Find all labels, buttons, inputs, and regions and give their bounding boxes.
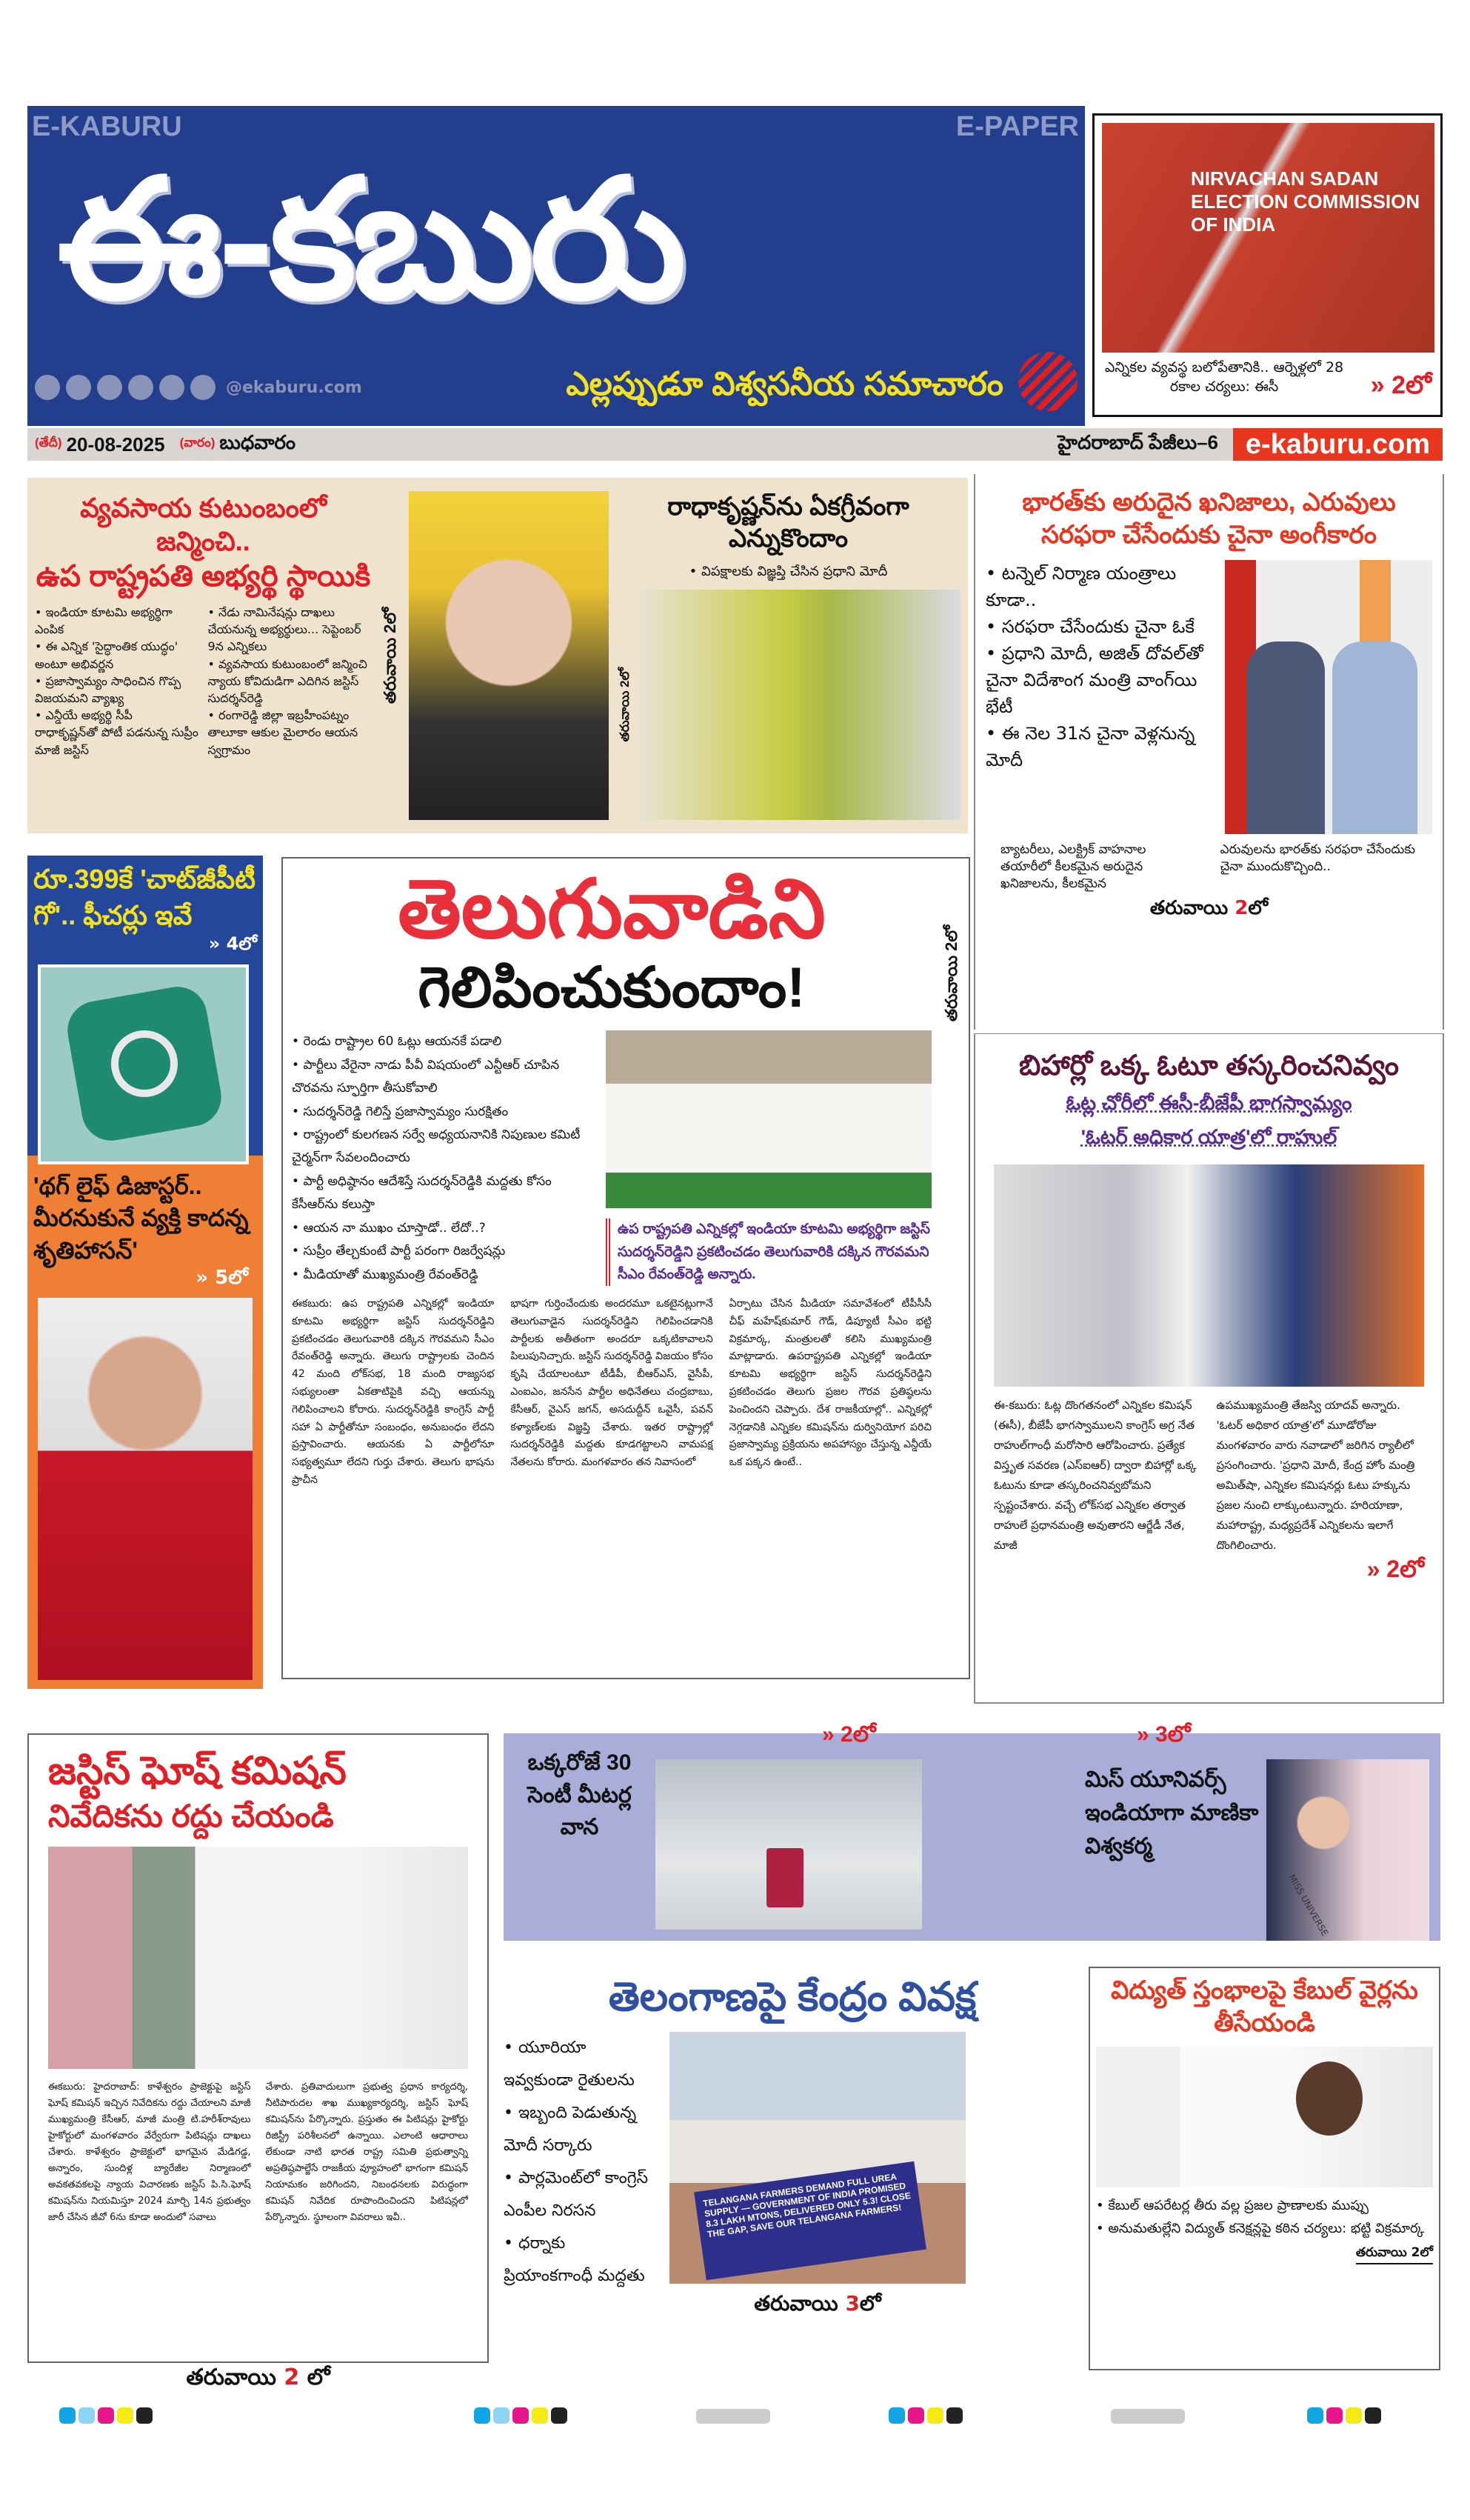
rain-teaser[interactable]: ఒక్కరోజే 30 సెంటీ మీటర్ల వాన xyxy=(527,1750,632,1839)
telangana-story xyxy=(504,1963,1081,2378)
bullet: • ప్రధాని మోదీ, అజిత్ దోవల్‌తో చైనా విదేశాంగ మంత్రి వాంగ్‌యి భేటీ xyxy=(986,640,1215,720)
bullet: • ధర్నాకు ప్రియాంకగాంధీ మద్దతు xyxy=(504,2227,659,2293)
bihar-body-b: ఉపముఖ్యమంత్రి తేజస్వి యాదవ్ అన్నారు. 'ఓటర్ అధికార యాత్ర'లో మూడోరోజు మంగళవారం వారు నవాడాలో జరిగిన ర్యాలీలో ప్రసంగించారు. 'ప్రధాని మోదీ, కేంద్ర హోం మంత్రి అమిత్‌షా, ఎన్నికల కమిషనర్లు ఓటు హక్కును ప్రజల నుంచి లాక్కుంటున్నారు. హరియాణా, మహారాష్ట్ర, మధ్యప్రదేశ్ ఎన్నికలను ఇలాగే దొంగిలించారు. xyxy=(1216,1398,1415,1552)
masthead-right-label: E-PAPER xyxy=(955,111,1079,142)
china-continued[interactable]: తరువాయి 2లో xyxy=(1149,897,1269,920)
parliament-protest-photo xyxy=(669,2032,966,2284)
flood-photo xyxy=(655,1759,922,1930)
china-body-b: ఎరువులను భారత్‌కు సరఫరా చేసేందుకు చైనా ముందుకొచ్చింది.. xyxy=(1220,842,1416,875)
bullet: • పార్టీ అధిష్ఠానం ఆదేశిస్తే సుదర్శన్‌రెడ్డికి మద్దతు కోసం కేసీఆర్‌ను కలుస్తా xyxy=(292,1170,595,1217)
china-bullets xyxy=(986,560,1215,834)
tagline: ఎల్లప్పుడూ విశ్వసనీయ సమాచారం xyxy=(566,366,1003,403)
ghosh-continued[interactable]: తరువాయి 2 లో xyxy=(186,2364,330,2390)
registration-marks xyxy=(1307,2407,1381,2424)
bullet: • కేబుల్ ఆపరేటర్ల తీరు వల్ల ప్రజల ప్రాణాలకు ముప్పు xyxy=(1096,2195,1433,2218)
bihar-headline: బిహార్లో ఒక్క ఓటూ తస్కరించనివ్వం xyxy=(1018,1050,1400,1081)
teaser-band xyxy=(504,1722,1440,1941)
lead-body xyxy=(292,1296,932,1490)
whatsapp-icon[interactable] xyxy=(35,375,60,400)
miss-page-link[interactable]: » 3లో xyxy=(1137,1722,1191,1747)
lead-headline-1: తెలుగువాడిని xyxy=(398,864,826,955)
vp-story-block xyxy=(27,478,968,833)
sash-text: MISS UNIVERSE xyxy=(1286,1872,1331,1939)
vp-bullets-a xyxy=(35,604,199,759)
bullet: • సుప్రీం తేల్చకుంటే పార్టీ పరంగా రిజర్వేషన్లు xyxy=(292,1240,595,1263)
radha-bullet xyxy=(616,561,960,582)
issue-date: 20-08-2025 xyxy=(66,433,165,456)
body-column: భాషగా గుర్తించేందుకు అందరమూ ఒకటైనట్లుగానే తెలుగువాడైన సుదర్శన్‌రెడ్డిని గెలిపించడానికి పార్టీలకు అతీతంగా అందరూ ఒక్కటికావాలని పిలుపునిచ్చారు. జస్టిస్ సుదర్శన్‌రెడ్డి విజయం కోసం కృషి చేయాలంటూ టీడీపీ, బీఆర్ఎస్, వైసీపీ, ఎంఐఎం, జనసేన పార్టీల అధినేతలు చంద్రబాబు, కేసీఆర్, వైఎస్ జగన్, అసదుద్దీన్ ఒవైసీ, పవన్ కళ్యాణ్‌లకు విజ్ఞప్తి చేశారు. ఇతర రాష్ట్రాల్లో సుదర్శన్‌రెడ్డికి మద్దతు కూడగట్టాలని వామపక్ష నేతలను కోరారు. మంగళవారం తన నివాసంలో xyxy=(510,1298,713,1469)
ghosh-headline-2: నివేదికను రద్దు చేయండి xyxy=(48,1799,334,1834)
vp-headline-2: ఉప రాష్ట్రపతి అభ్యర్థి స్థాయికి xyxy=(36,560,371,593)
cable-headline: విద్యుత్ స్తంభాలపై కేబుల్ వైర్లను తీసేయండి xyxy=(1111,1976,1418,2038)
gray-mark xyxy=(696,2409,770,2424)
date-bar xyxy=(27,428,1443,461)
ghosh-wrapper xyxy=(27,1733,489,2396)
body-column: ఈకబురు: ఉప రాష్ట్రపతి ఎన్నికల్లో ఇండియా కూటమి అభ్యర్థిగా జస్టిస్ సుదర్శన్‌రెడ్డిని ప్రకటించడం తెలుగువారికి దక్కిన గౌరవమని సీఎం రేవంత్‌రెడ్డి అన్నారు. తెలుగు రాష్ట్రాలకు చెందిన 42 మంది లోక్‌సభ, 18 మంది రాజ్యసభ సభ్యులంతా ఏకతాటిపైకి వచ్చి ఆయన్ను గెలిపించాలని కోరారు. సుదర్శన్‌రెడ్డికి కాంగ్రెస్ పార్టీ సహా ఏ పార్టీతోనూ సంబంధం, అనుబంధం లేదని ప్రస్తావించారు. ఆయనకు ఏ పార్టీలోనూ సభ్యత్వమూ లేదని గుర్తు చేశారు. తెలుగు భాషను ప్రాచీన xyxy=(292,1298,495,1486)
lead-continued[interactable]: తరువాయి 2లో xyxy=(942,925,960,1022)
bhatti-vikramarka-photo xyxy=(1096,2047,1433,2187)
date-label: (తేదీ) xyxy=(35,436,62,450)
ghosh-body-b: చేశారు. ప్రతివాదులుగా ప్రభుత్వ ప్రధాన కార్యదర్శి, నీటిపారుదల శాఖ ముఖ్యకార్యదర్శి, జస్టిస్ ఘోష్ కమిషన్‌ను పేర్కొన్నారు. ప్రస్తుతం ఈ పిటిషన్లు హైకోర్టు రిజిస్ట్రీ పరిశీలనలో ఉన్నాయి. ఎలాంటి ఆధారాలు లేకుండా నాటి భారత రాష్ట్ర సమితి ప్రభుత్వాన్ని అప్రతిష్ఠపాల్జేసే రాజకీయ వ్యూహంలో భాగంగా కమిషన్ నియామకం జరిగిందని, నిబంధనలకు విరుద్ధంగా కమిషన్ నివేదిక రూపొందించిందని పిటిషన్లలో పేర్కొన్నారు. స్థూలంగా వివరాలు ఇవీ.. xyxy=(265,2081,468,2224)
bihar-subhead-2: 'ఓటర్ అధికార యాత్ర'లో రాహుల్ xyxy=(1080,1125,1337,1148)
vp-headline-1: వ్యవసాయ కుటుంబంలో జన్మించి.. xyxy=(80,493,327,556)
bullet: • పార్టీలు వేరైనా నాడు పీవీ విషయంలో ఎన్టీఆర్ చూపిన చొరవను స్ఫూర్తిగా తీసుకోవాలి xyxy=(292,1054,595,1101)
lead-headline-2: గెలిపించుకుందాం! xyxy=(418,956,806,1019)
vp-bullets-b xyxy=(208,604,372,759)
bullet: • వ్యవసాయ కుటుంబంలో జన్మించి న్యాయ కోవిదుడిగా ఎదిగిన జస్టిస్ సుదర్శన్‌రెడ్డి xyxy=(208,656,372,707)
shruti-haasan-photo xyxy=(38,1298,253,1680)
protest-banner: TELANGANA FARMERS DEMAND FULL UREA SUPPLY — GOVERNMENT OF INDIA PROMISED 8.3 LAKH MTONS, DELIVERED ONLY 5.3! CLOSE THE GAP, SAVE OUR TELANGANA FARMERS! xyxy=(694,2161,926,2281)
lead-pull-quote: ఉప రాష్ట్రపతి ఎన్నికల్లో ఇండియా కూటమి అభ్యర్థిగా జస్టిస్ సుదర్శన్‌రెడ్డిని ప్రకటించడం తెలుగువారికి దక్కిన గౌరవమని సీఎం రేవంత్‌రెడ్డి అన్నారు. xyxy=(606,1219,932,1286)
cable-bullets xyxy=(1096,2195,1433,2240)
masthead-logo: ఈ-కబురు xyxy=(57,146,682,333)
registration-marks xyxy=(59,2407,153,2424)
china-headline: భారత్‌కు అరుదైన ఖనిజాలు, ఎరువులు సరఫరా చేసేందుకు చైనా అంగీకారం xyxy=(1022,488,1396,550)
cable-continued[interactable]: తరువాయి 2లో xyxy=(1356,2245,1433,2264)
bullet: • రెండు రాష్ట్రాల 60 ఓట్లు ఆయనకే పడాలి xyxy=(292,1030,595,1053)
china-story xyxy=(974,474,1444,1030)
vp-continued[interactable]: తరువాయి 2లో xyxy=(381,607,399,704)
instagram-icon[interactable] xyxy=(159,375,184,400)
social-handle[interactable]: @ekaburu.com xyxy=(226,378,362,397)
bihar-page-link[interactable]: » 2లో xyxy=(1366,1555,1424,1582)
radha-story xyxy=(616,491,960,820)
chatgpt-logo-image xyxy=(38,964,249,1164)
gray-mark xyxy=(1111,2409,1185,2424)
promo1-page-link[interactable]: » 4లో xyxy=(208,933,257,955)
youtube-icon[interactable] xyxy=(128,375,153,400)
wang-modi-photo xyxy=(1225,560,1432,834)
bullet: • టన్నెల్ నిర్మాణ యంత్రాలు కూడా.. xyxy=(986,560,1215,613)
election-commission-photo: NIRVACHAN SADAN ELECTION COMMISSION OF INDIA xyxy=(1102,123,1434,353)
telangana-bullets xyxy=(504,2032,659,2321)
promo2-page-link[interactable]: » 5లో xyxy=(196,1266,248,1289)
radha-continued[interactable]: తరువాయి 2లో xyxy=(618,667,632,742)
shruti-haasan-promo[interactable]: 'థగ్ లైఫ్ డిజాస్టర్.. మీరనుకునే వ్యక్తి కాదన్న శృతిహాసన్' xyxy=(33,1173,249,1264)
radha-headline: రాధాకృష్ణన్‌ను ఏకగ్రీవంగా ఎన్నుకొందాం xyxy=(667,493,909,553)
twitter-icon[interactable] xyxy=(66,375,91,400)
telangana-continued[interactable]: తరువాయి 3లో xyxy=(754,2290,881,2316)
miss-universe-photo xyxy=(1266,1759,1429,1941)
teaser-page-link[interactable]: » 2లో xyxy=(1370,371,1431,399)
swirl-logo-icon xyxy=(1018,352,1078,411)
bullet: • సరఫరా చేసేందుకు చైనా ఓకే xyxy=(986,613,1215,640)
press-meet-photo xyxy=(606,1030,932,1208)
ghosh-body-a: ఈకబురు: హైదరాబాద్: కాళేశ్వరం ప్రాజెక్టుపై జస్టిస్ ఘోష్ కమిషన్ ఇచ్చిన నివేదికను రద్దు చేయాలని మాజీ ముఖ్యమంత్రి కేసీఆర్, మాజీ మంత్రి టి.హరీశ్‌రావులు హైకోర్టులో మంగళవారం వేర్వేరుగా పిటిషన్లు దాఖలు చేశారు. కాళేశ్వరం ప్రాజెక్టులో భాగమైన మేడిగడ్డ, అన్నారం, సుందిళ్ల బ్యారేజీల నిర్మాణంలో అవకతవకలపై న్యాయ విచారణకు జస్టిస్ పి.సి.ఘోష్ కమిషన్‌ను నియమిస్తూ 2024 మార్చి 14న ప్రభుత్వం జారీ చేసిన జీవో 6ను కూడా అందులో సవాలు xyxy=(48,2081,251,2224)
bullet: • ప్రజాస్వామ్యం సాధించిన గొప్ప విజయమని వ్యాఖ్య xyxy=(35,673,199,707)
bullet: • అనుమతుల్లేని విద్యుత్ కనెక్షన్లపై కఠిన చర్యలు: భట్టి విక్రమార్క xyxy=(1096,2218,1433,2241)
bullet: • ఆయన నా ముఖం చూస్తాడో.. లేదో..? xyxy=(292,1217,595,1240)
issue-day: బుధవారం xyxy=(219,430,296,453)
bullet: • విపక్షాలకు విజ్ఞప్తి చేసిన ప్రధాని మోదీ xyxy=(616,561,960,582)
bullet: • మీడియాతో ముఖ్యమంత్రి రేవంత్‌రెడ్డి xyxy=(292,1264,595,1287)
day-label: (వారం) xyxy=(179,436,216,450)
ghosh-headline-1: జస్టిస్ ఘోష్ కమిషన్ xyxy=(48,1750,347,1793)
globe-icon[interactable] xyxy=(190,375,216,400)
bullet: • ఇండియా కూటమి అభ్యర్థిగా ఎంపిక xyxy=(35,604,199,638)
lead-bullets xyxy=(292,1030,595,1287)
chatgpt-go-promo[interactable]: రూ.399కే 'చాట్‌జీపీటీ గో'.. ఫీచర్లు ఇవే xyxy=(33,864,256,930)
registration-marks xyxy=(889,2407,963,2424)
bullet: • ఈ ఎన్నిక 'సైద్ధాంతిక యుద్ధం' అంటూ అభివర్ణన xyxy=(35,638,199,672)
ghosh-story xyxy=(27,1733,489,2363)
bullet: • యూరియా ఇవ్వకుండా రైతులను xyxy=(504,2032,659,2097)
bullet: • నేడు నామినేషన్లు దాఖలు చేయనున్న అభ్యర్థులు... సెప్టెంబర్ 9న ఎన్నికలు xyxy=(208,604,372,656)
edition-pages: హైదరాబాద్ పేజీలు–6 xyxy=(1058,430,1218,453)
lead-story xyxy=(281,857,970,1679)
top-teaser[interactable] xyxy=(1092,113,1443,417)
registration-marks xyxy=(474,2407,567,2424)
masthead-left-label: E-KABURU xyxy=(32,111,182,142)
china-body-a: బ్యాటరీలు, ఎలక్ట్రిక్ వాహనాల తయారీలో కీలకమైన అరుదైన ఖనిజాలను, కీలకమైన xyxy=(1000,842,1146,892)
bullet: • ఇబ్బంది పెడుతున్న మోదీ సర్కారు xyxy=(504,2097,659,2162)
rain-page-link[interactable]: » 2లో xyxy=(822,1722,876,1747)
bullet: • సుదర్శన్‌రెడ్డి గెలిస్తే ప్రజాస్వామ్యం సురక్షితం xyxy=(292,1101,595,1124)
bullet: • రాష్ట్రంలో కులగణన సర్వే అధ్యయనానికి నిపుణుల కమిటీ చైర్మన్‌గా సేవలందించారు xyxy=(292,1124,595,1170)
facebook-icon[interactable] xyxy=(97,375,122,400)
body-column: ఏర్పాటు చేసిన మీడియా సమావేశంలో టీపీసీసీ చీఫ్ మహేష్‌కుమార్ గౌడ్, డిప్యూటీ సీఎం భట్టి విక్రమార్క, మంత్రులతో కలిసి ముఖ్యమంత్రి మాట్లాడారు. ఉపరాష్ట్రపతి ఎన్నికల్లో ఇండియా కూటమి అభ్యర్థిగా జస్టిస్ సుదర్శన్‌రెడ్డిని ప్రకటించడం తెలుగు ప్రజల గౌరవ ప్రతిష్ఠలను పెంచిందని చెప్పారు. దేశ రాజకీయాల్లో.. ఎన్నికల్లో నెగ్గడానికి ఎన్నికల కమిషన్‌ను దుర్వినియోగ పరిచి ప్రజాస్వామ్య ప్రక్రియను అపహాస్యం చేస్తున్న ఎన్డీయే ఒక పక్కన ఉంటే.. xyxy=(729,1298,932,1469)
site-link[interactable]: e-kaburu.com xyxy=(1233,428,1443,461)
bihar-story xyxy=(974,1033,1444,1704)
bullet: • ఎన్డీయే అభ్యర్థి సీపీ రాధాకృష్ణన్‌తో పోటీ పడనున్న సుప్రీం మాజీ జస్టిస్ xyxy=(35,707,199,759)
vp-text xyxy=(35,491,372,820)
masthead xyxy=(27,106,1085,426)
miss-universe-teaser[interactable]: మిస్ యూనివర్స్ ఇండియాగా మాణికా విశ్వకర్మ xyxy=(1085,1767,1259,1859)
teaser-caption: ఎన్నికల వ్యవస్థ బలోపేతానికి.. ఆర్నెళ్లలో 28 రకాల చర్యలు: ఈసీ xyxy=(1104,359,1344,395)
modi-greeting-photo xyxy=(638,590,960,820)
cable-story xyxy=(1089,1967,1440,2370)
kcr-harish-photo xyxy=(48,1847,468,2069)
bullet: • ఈ నెల 31న చైనా వెళ్లనున్న మోదీ xyxy=(986,720,1215,773)
rahul-rally-photo xyxy=(994,1164,1424,1387)
bihar-body-a: ఈ-కబురు: ఓట్ల దొంగతనంలో ఎన్నికల కమిషన్ (ఈసీ), బీజేపీ భాగస్వాములని కాంగ్రెస్ అగ్ర నేత రాహుల్‌గాంధీ మరోసారి ఆరోపించారు. ప్రత్యేక విస్తృత సవరణ (ఎస్ఐఆర్) ద్వారా బిహార్లో ఒక్క ఓటును కూడా తస్కరించనివ్వబోమని స్పష్టంచేశారు. వచ్చే లోక్‌సభ ఎన్నికల తర్వాత రాహులే ప్రధానమంత్రి అవుతారని ఆర్జేడీ నేత, మాజీ xyxy=(994,1398,1197,1552)
bullet: • పార్లమెంట్‌లో కాంగ్రెస్ ఎంపీల నిరసన xyxy=(504,2162,659,2227)
bihar-subhead-1: ఓట్ల చోరీలో ఈసీ-బీజేపీ భాగస్వామ్యం xyxy=(1066,1091,1352,1114)
promo-column xyxy=(27,856,263,1689)
bullet: • రంగారెడ్డి జిల్లా ఇబ్రహీంపట్నం తాలూకా ఆకుల మైలారం ఆయన స్వగ్రామం xyxy=(208,707,372,759)
telangana-headline: తెలంగాణపై కేంద్రం వివక్ష xyxy=(608,1975,977,2019)
social-links xyxy=(35,375,362,400)
sudarshan-reddy-photo xyxy=(409,491,609,820)
